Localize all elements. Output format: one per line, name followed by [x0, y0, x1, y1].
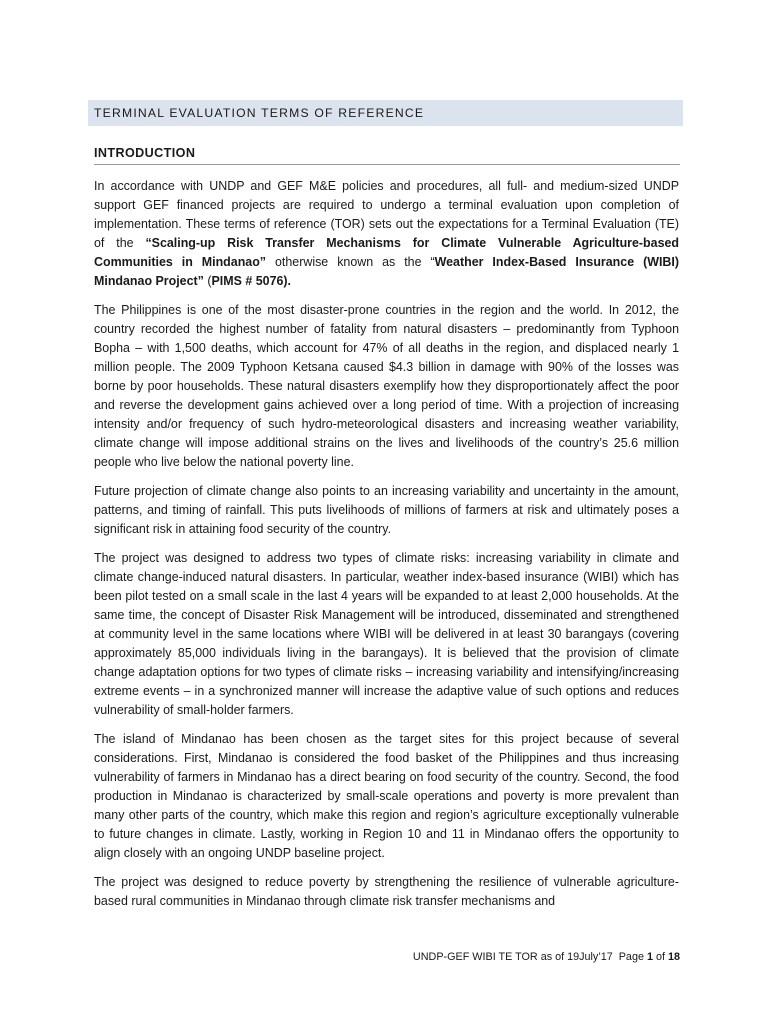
- paragraph-1-text-a: In accordance with UNDP and GEF M&E policies and procedures, all full- and medium-sized UNDP support GEF financed projects are required to undergo a terminal evaluation upon completion of implementation. These terms of reference (TOR) sets out the expectations for a Terminal Evaluation (TE) of the: [94, 179, 679, 250]
- paragraph-3: Future projection of climate change also points to an increasing variability and uncertainty in the amount, patterns, and timing of rainfall. This puts livelihoods of millions of farmers at risk and ultimately poses a significant risk in attaining food security of the country.: [94, 484, 679, 536]
- body-text: [94, 177, 679, 921]
- page-footer: [380, 951, 680, 963]
- footer-of-word: of: [655, 951, 665, 963]
- footer-page-number: 1: [646, 951, 653, 963]
- section-heading: INTRODUCTION: [94, 146, 196, 160]
- project-short-name-bold: Weather Index-Based Insurance (WIBI) Mindanao Project”: [94, 255, 679, 288]
- heading-underline: [94, 164, 680, 165]
- paragraph-2: The Philippines is one of the most disaster-prone countries in the region and the world. In 2012, the country recorded the highest number of fatality from natural disasters – predominantly from Typhoon Bopha – with 1,500 deaths, which account for 47% of all deaths in the region, and displaced nearly 1 million people. The 2009 Typhoon Ketsana caused $4.3 billion in damage with 90% of the losses was borne by poor households. These natural disasters exemplify how they disproportionately affect the poor and reverse the development gains achieved over a long period of time. With a projection of increasing intensity and/or frequency of such hydro-meteorological disasters and increasing weather variability, climate change will impose additional strains on the lives and livelihoods of the country’s 25.6 million people who live below the national poverty line.: [94, 303, 679, 469]
- pims-number-bold: PIMS # 5076).: [211, 274, 292, 288]
- footer-doc-label: UNDP-GEF WIBI TE TOR as of 19July’17: [412, 951, 613, 963]
- paragraph-1-text-c: (: [203, 274, 212, 288]
- paragraph-5: The island of Mindanao has been chosen as the target sites for this project because of several considerations. First, Mindanao is considered the food basket of the Philippines and thus increasing vulnerability of farmers in Mindanao has a direct bearing on food security of the country. Second, the food production in Mindanao is characterized by small-scale operations and poverty is more prevalent than many other parts of the country, which make this region and region’s agriculture exceptionally vulnerable to future changes in climate. Lastly, working in Region 10 and 11 in Mindanao offers the opportunity to align closely with an ongoing UNDP baseline project.: [94, 732, 679, 860]
- paragraph-1-text-b: otherwise known as the “: [266, 255, 435, 269]
- project-title-bold: “Scaling-up Risk Transfer Mechanisms for Climate Vulnerable Agriculture-based Communities in Mindanao”: [94, 236, 680, 269]
- paragraph-1: [94, 177, 679, 291]
- section-banner-title: TERMINAL EVALUATION TERMS OF REFERENCE: [94, 106, 425, 120]
- paragraph-4: The project was designed to address two types of climate risks: increasing variability in climate and climate change-induced natural disasters. In particular, weather index-based insurance (WIBI) which has been pilot tested on a small scale in the last 4 years will be expanded to at least 2,000 households. At the same time, the concept of Disaster Risk Management will be introduced, disseminated and strengthened at community level in the same locations where WIBI will be delivered in at least 30 barangays (covering approximately 85,000 individuals living in the barangays). It is believed that the provision of climate change adaptation options for two types of climate risks – increasing variability and intensifying/increasing extreme events – in a synchronized manner will increase the adaptive value of such options and reduces vulnerability of small-holder farmers.: [94, 551, 679, 717]
- paragraph-6: The project was designed to reduce poverty by strengthening the resilience of vulnerable agriculture-based rural communities in Mindanao through climate risk transfer mechanisms and: [94, 875, 679, 908]
- footer-page-total: 18: [667, 951, 680, 963]
- section-banner: [88, 100, 683, 126]
- footer-page-word: Page: [618, 951, 644, 963]
